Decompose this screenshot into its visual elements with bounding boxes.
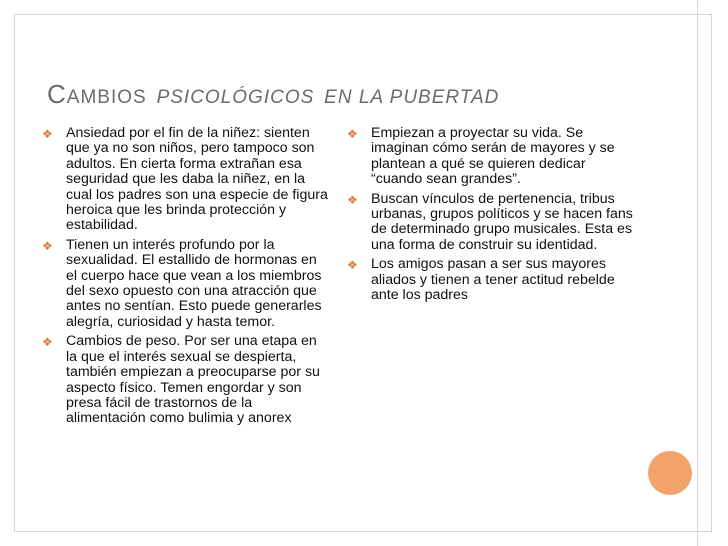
diamond-bullet-icon: ❖: [42, 335, 53, 350]
list-item: [345, 257, 635, 303]
right-bullet-list: [345, 126, 635, 307]
list-item-text: Cambios de peso. Por ser una etapa en la que el interés sexual se despierta, también empiezan a preocuparse por su aspecto físico. Temen engordar y son presa fácil de trastornos de la alimentación como bulimia y anorex: [66, 333, 320, 427]
slide-title: [47, 76, 687, 108]
diamond-bullet-icon: ❖: [347, 258, 358, 273]
diamond-bullet-icon: ❖: [42, 238, 53, 253]
title-initial: C: [47, 79, 67, 109]
title-word-psicologicos: PSICOLÓGICOS: [156, 87, 315, 108]
title-rest: EN LA PUBERTAD: [324, 87, 500, 108]
list-item-text: Los amigos pasan a ser sus mayores aliados y tienen a tener actitud rebelde ante los padres: [371, 256, 615, 304]
list-item: [40, 334, 330, 426]
list-item: [40, 238, 330, 330]
decorative-circle: [648, 451, 692, 495]
diamond-bullet-icon: ❖: [42, 127, 53, 141]
list-item-text: Tienen un interés profundo por la sexualidad. El estallido de hormonas en el cuerpo hace que vean a los miembros del sexo opuesto con una atracción que antes no sentían. Esto puede generarles alegría, curiosidad y hasta temor.: [66, 236, 322, 330]
list-item: [40, 126, 330, 234]
diamond-bullet-icon: ❖: [347, 127, 358, 141]
list-item: [345, 126, 635, 188]
left-bullet-list: [40, 126, 330, 431]
title-word-cambios: AMBIOS: [66, 87, 147, 108]
vertical-divider: [697, 0, 698, 546]
diamond-bullet-icon: ❖: [347, 192, 358, 207]
list-item-text: Ansiedad por el fin de la niñez: sienten que ya no son niños, pero tampoco son adultos. En cierta forma extrañan esa seguridad que les daba la niñez, en la cual los padres son una especie de figura heroica que les brinda protección y estabilidad.: [66, 125, 328, 234]
list-item-text: Empiezan a proyectar su vida. Se imaginan cómo serán de mayores y se plantean a qué se quieren dedicar “cuando sean grandes”.: [371, 125, 615, 188]
list-item-text: Buscan vínculos de pertenencia, tribus urbanas, grupos políticos y se hacen fans de determinado grupo musicales. Esta es una forma de construir su identidad.: [371, 190, 633, 253]
list-item: [345, 192, 635, 254]
